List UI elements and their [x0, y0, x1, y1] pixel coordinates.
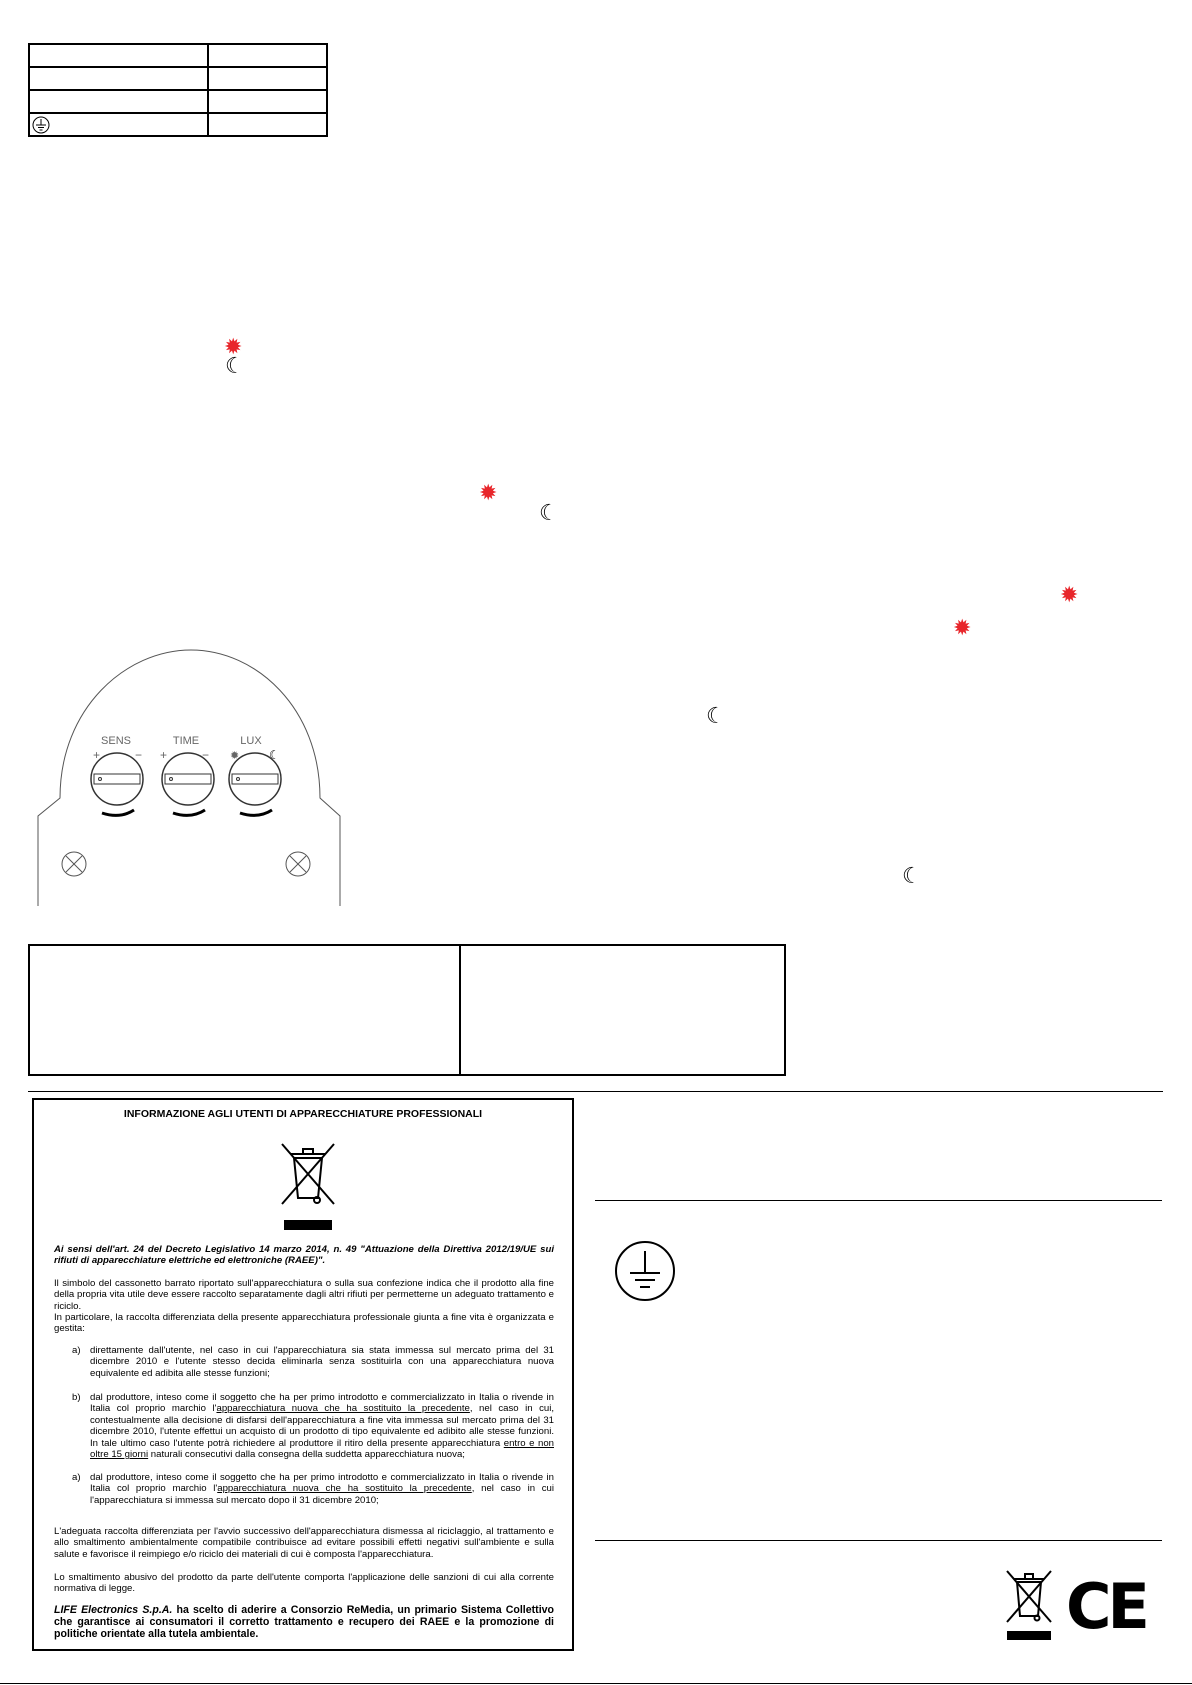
legal-reference: Ai sensi dell'art. 24 del Decreto Legislativo 14 marzo 2014, n. 49 "Attuazione della Direttiva 2012/19/UE sui rifiuti di apparecchiature elettriche ed elettroniche (RAEE)".	[54, 1244, 554, 1267]
moon-icon: ☾	[539, 501, 559, 526]
weee-paragraph: L'adeguata raccolta differenziata per l'avvio successivo dell'apparecchiatura dismessa al riciclaggio, al trattamento e allo smaltimento ambientalmente compatibile contribuisce ad evitare possibili effetti negativi sull'ambiente e sulla salute e favorisce il reimpiego e/o riciclo dei materiali di cui è composta l'apparecchiatura.	[54, 1526, 554, 1560]
weee-paragraph: In particolare, la raccolta differenziata della presente apparecchiatura professionale giunta a fine vita è organizzata e gestita:	[54, 1312, 554, 1335]
plus-sign: +	[160, 748, 168, 762]
divider	[28, 1091, 1163, 1092]
ground-symbol-icon	[614, 1240, 676, 1302]
ce-mark: CE	[1066, 1570, 1146, 1643]
minus-sign: −	[135, 748, 143, 762]
sens-label: SENS	[101, 735, 131, 747]
divider	[595, 1540, 1162, 1541]
weee-paragraph: Lo smaltimento abusivo del prodotto da parte dell'utente comporta l'applicazione delle sanzioni di cui alla corrente normativa di legge.	[54, 1572, 554, 1595]
crossed-bin-icon	[1004, 1568, 1054, 1642]
moon-icon: ☾	[706, 704, 726, 729]
ground-symbol-icon	[32, 116, 50, 134]
sun-icon: ✹	[230, 749, 240, 762]
sun-icon: ✹	[953, 616, 972, 641]
sun-icon: ✹	[224, 335, 243, 360]
weee-final-statement: LIFE Electronics S.p.A. ha scelto di aderire a Consorzio ReMedia, un primario Sistema Collettivo che garantisce ai consumatori il corretto trattamento e recupero dei RAEE e la promozione di politiche orientate alla tutela ambientale.	[54, 1604, 555, 1640]
sun-icon: ✹	[479, 481, 498, 506]
crossed-bin-icon	[278, 1140, 338, 1232]
weee-title: INFORMAZIONE AGLI UTENTI DI APPARECCHIATURE PROFESSIONALI	[123, 1108, 483, 1120]
moon-icon: ☾	[225, 354, 245, 379]
moon-icon: ☾	[902, 864, 922, 889]
lux-label: LUX	[240, 735, 262, 747]
list-item: b) dal produttore, inteso come il soggetto che ha per primo introdotto e commercializzato in Italia o rivende in Italia col proprio marchio l'apparecchiatura nuova che ha sostituito la precedente, nel caso in cui, contestualmente alla decisione di disfarsi dell'apparecchiatura a fine vita immessa sul mercato prima del 31 dicembre 2010, l'utente effettui un acquisto di un prodotto di tipo equivalente ed adibito alle stesse funzioni. In tale ultimo caso l'utente potrà richiedere al produttore il ritiro della presente apparecchiatura entro e non oltre 15 giorni naturali consecutivi dalla consegna della suddetta apparecchiatura nuova;	[72, 1392, 555, 1461]
list-item: a) direttamente dall'utente, nel caso in cui l'apparecchiatura sia stata immessa sul mercato prima del 31 dicembre 2010 e l'utente stesso decida eliminarla senza sostituirla con una apparecchiatura nuova equivalente ed adibita alle stesse funzioni;	[72, 1345, 554, 1379]
sensor-panel-drawing	[36, 648, 342, 908]
wiring-table	[28, 43, 328, 137]
plus-sign: +	[93, 748, 101, 762]
sun-icon: ✹	[1060, 583, 1079, 608]
weee-paragraph: Il simbolo del cassonetto barrato riportato sull'apparecchiatura o sulla sua confezione indica che il prodotto alla fine della propria vita utile deve essere raccolto separatamente dagli altri rifiuti per permetterne un adeguato trattamento e riciclo.	[54, 1278, 554, 1312]
list-item: a) dal produttore, inteso come il soggetto che ha per primo introdotto e commercializzato in Italia o rivende in Italia col proprio marchio l'apparecchiatura nuova che ha sostituito la precedente, nel caso in cui l'apparecchiatura si immessa sul mercato dopo il 31 dicembre 2010;	[72, 1472, 554, 1506]
divider	[595, 1200, 1162, 1201]
weee-notice	[32, 1098, 574, 1651]
spec-box	[28, 944, 786, 1076]
moon-icon: ☾	[269, 748, 280, 762]
divider	[0, 1683, 1192, 1684]
minus-sign: −	[202, 748, 210, 762]
time-label: TIME	[172, 735, 200, 747]
